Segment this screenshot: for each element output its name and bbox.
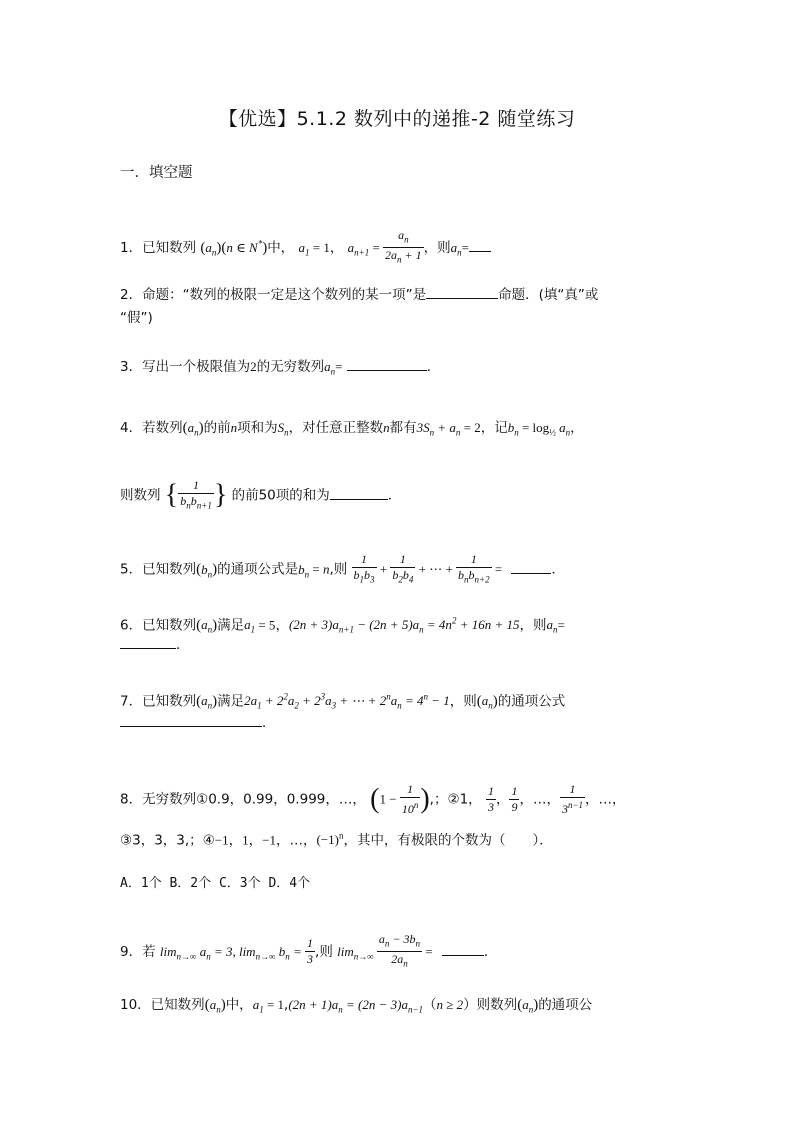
answer-choices: A．1个 B．2个 C．3个 D．4个: [120, 876, 311, 891]
question-8-line2: ③3，3，3,；④−1，1，−1，…，$(-1)^n$，其中，有极限的个数为（ ）．: [120, 831, 553, 849]
question-2: 2．命题：“数列的极限一定是这个数列的某一项”是 命题．(填“真”或: [120, 284, 682, 306]
question-10: 10．已知数列$(a_n)$中，$a_1 = 1,(2n + 1)a_n = (2n - 3)a_{n-1}(n \ge 2)$则数列$(a_n)$的通项公: [120, 997, 593, 1015]
fraction: $\frac{1}{b_1b_3}$: [353, 552, 375, 585]
fraction: $\frac{a_n - 3b_n}{2a_n}$: [378, 932, 421, 969]
fraction: $\frac{1}{9}$: [511, 784, 518, 814]
question-6-line2: ．: [120, 634, 682, 656]
answer-blank[interactable]: [426, 284, 498, 299]
question-5: 5．已知数列$(b_n)$的通项公式是$b_n = n$,则 $\frac{1}{b_1b_3}$ + $\frac{1}{b_2b_4}$ + ⋯ + $\frac{1}{b_nb_{n+2}}$ = ．: [120, 552, 682, 587]
question-9: 9．若 $\lim_{n\to\infty} a_n = 3$, $\lim_{n\to\infty} b_n$ = $\frac{1}{3}$ ,则 $\lim_{n\to\infty}$ $\frac{a_n - 3b_n}{2a_n}$ = ．: [120, 932, 682, 972]
fraction: $\frac{1}{10^n}$: [401, 782, 419, 816]
page-title: 【优选】5.1.2 数列中的递推-2 随堂练习: [218, 108, 576, 130]
fraction: $\frac{1}{3}$: [487, 784, 494, 814]
answer-blank[interactable]: [330, 485, 388, 500]
answer-blank[interactable]: [511, 559, 551, 574]
question-2-line2: “假”): [120, 310, 153, 326]
fraction: $\frac{1}{3}$: [307, 936, 314, 967]
question-4-line2: 则数列 { $\frac{1}{b_nb_{n+1}}$ } 的前50项的和为 ．: [120, 478, 682, 513]
question-7-line2: ．: [120, 712, 682, 734]
question-6: 6．已知数列$(a_n)$满足$a_1 = 5$，$(2n + 3)a_{n+1} - (2n + 5)a_n = 4n^2 + 16n + 15$，则$a_n=$: [120, 616, 565, 635]
fraction: $\frac{1}{b_nb_{n+2}}$: [458, 552, 490, 585]
answer-blank[interactable]: [347, 356, 427, 371]
answer-blank[interactable]: [120, 634, 176, 649]
answer-blank[interactable]: [442, 941, 484, 956]
answer-blank[interactable]: [120, 712, 262, 727]
question-8: 8．无穷数列①0.9，0.99，0.999，…， (1 − $\frac{1}{10^n}$ ),；②1， $\frac{1}{3}$ ， $\frac{1}{9}$ ，…， $\frac{1}{3^{n-1}}$ ，…，: [120, 782, 626, 816]
fraction: $\frac{a_n}{2a_n + 1}$: [385, 228, 422, 265]
question-4: 4．若数列$(a_n)$的前n项和为$S_n$，对任意正整数n都有$3S_n + a_n = 2$，记$b_n = \log_{\frac{1}{2}} a_n$，: [120, 420, 584, 438]
answer-blank[interactable]: [469, 237, 491, 252]
fraction: $\frac{1}{b_2b_4}$: [392, 552, 414, 585]
fraction: $\frac{1}{b_nb_{n+1}}$: [180, 478, 212, 511]
fraction: $\frac{1}{3^{n-1}}$: [561, 782, 584, 816]
section-heading: 一．填空题: [120, 165, 193, 181]
question-1: 1．已知数列 $(a_n)(n$ ∈ N*)中， $a_1 = 1$， $a_{n+1}$ = $\frac{a_n}{2a_n + 1}$ ，则$a_n=$: [120, 228, 682, 268]
question-3: 3．写出一个极限值为2的无穷数列$a_n=$ ．: [120, 356, 682, 383]
question-7: 7．已知数列$(a_n)$满足$2a_1 + 2^2a_2 + 2^3a_3$ + ⋯ + $2^na_n = 4^n - 1$，则$(a_n)$的通项公式: [120, 692, 566, 711]
